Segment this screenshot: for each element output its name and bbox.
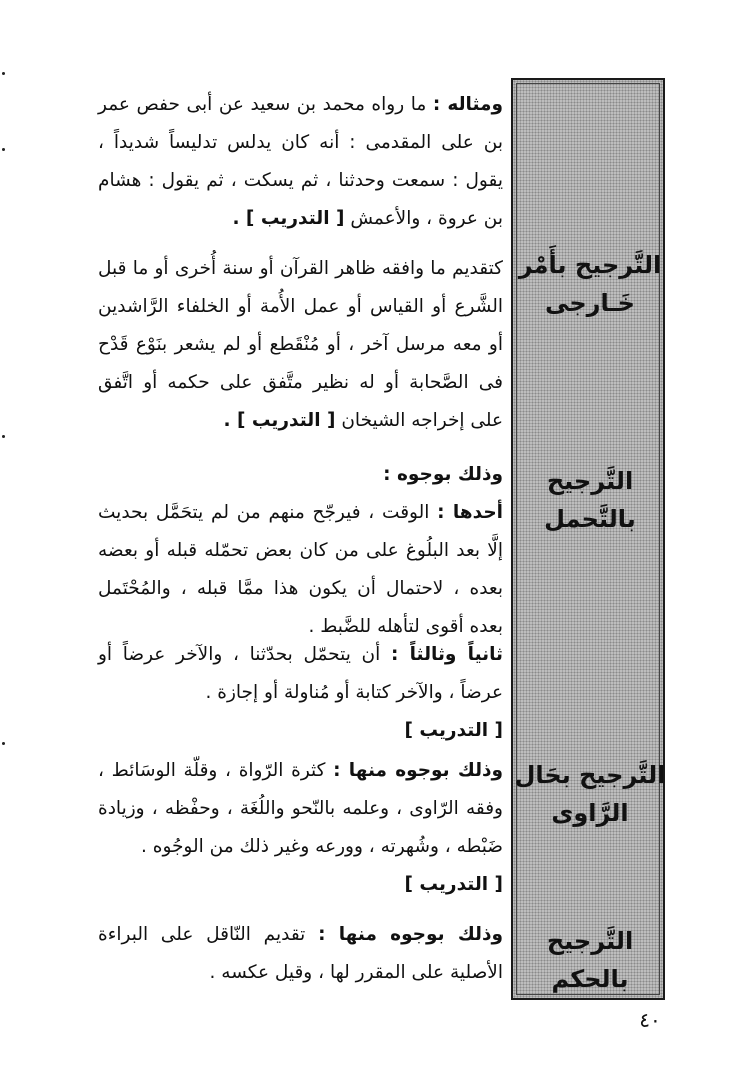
paragraph-lead: وذلك بوجوه : [383, 464, 503, 485]
heading-line: التَّرجيح بالتَّحمل [544, 467, 636, 533]
paragraph-text: كثرة الرّواة ، وقلّة الوسَائط ، وفقه الرّاوى ، وعلمه بالنّحو واللُغَة ، وحفْظه ، وزيادة ضَبْطه ، وشُهرته ، وورعه وغير ذلك من الوجُوه . [98, 760, 503, 857]
margin-mark [2, 72, 5, 75]
paragraph-narrator-aspects [98, 752, 503, 904]
margin-mark [2, 435, 5, 438]
paragraph-first-aspect [98, 494, 503, 646]
sidebar-headings-panel [511, 78, 665, 1000]
heading-narrator-preference [513, 756, 667, 832]
heading-transmission-preference [513, 462, 667, 538]
source-reference: [ التدريب ] . [232, 208, 345, 229]
page-number: ٤٠ [639, 1008, 661, 1032]
paragraph-lead: وذلك بوجوه منها : [333, 760, 504, 781]
paragraph-text: أن يتحمّل بحدّثنا ، والآخر عرضاً أو عرضاً ، والآخر كتابة أو مُناولة أو إجازة . [98, 644, 503, 703]
source-reference: [ التدريب ] [404, 874, 503, 895]
margin-mark [2, 148, 5, 151]
paragraph-ruling-aspects [98, 916, 503, 992]
paragraph-lead: أحدها : [437, 502, 503, 523]
heading-line: خَـارجى [545, 289, 635, 317]
margin-mark [2, 742, 5, 745]
paragraph-text: الوقت ، فيرجّح منهم من لم يتحَمَّل بحديث إلَّا بعد البلُوغ على من كان بعض تحمّله قبله أو بعضه بعده ، لاحتمال أن يكون هذا ممَّا قبله ، والمُحْتَمل بعده أقوى لتأهله للضَّبط . [98, 502, 503, 637]
paragraph-lead: ومثاله : [432, 94, 503, 115]
paragraph-external-preference [98, 250, 503, 440]
source-reference: [ التدريب ] [404, 720, 503, 741]
paragraph-lead: وذلك بوجوه منها : [318, 924, 503, 945]
paragraph-text: تقديم النّاقل على البراءة الأصلية على المقرر لها ، وقيل عكسه . [98, 924, 503, 983]
heading-line: التَّرجيح بحَال [514, 761, 666, 789]
paragraph-text: ما رواه محمد بن سعيد عن أبى حفص عمر بن على المقدمى : أنه كان يدلس تدليساً شديداً ، يقول : سمعت وحدثنا ، ثم يسكت ، ثم يقول : هشام بن عروة ، والأعمش [98, 94, 503, 229]
paragraph-second-third-aspect [98, 636, 503, 750]
heading-line: التَّرجيح بأَمْر [518, 251, 662, 279]
paragraph-text: كتقديم ما وافقه ظاهر القرآن أو سنة أُخرى أو ما قبل الشَّرع أو القياس أو عمل الأُمة أو الخلفاء الرَّاشدين أو معه مرسل آخر ، أو مُنْقَطع أو لم يشعر بنَوْع قَدْح فى الصَّحابة أو له نظير متَّفق على حكمه أو اتَّفق على إخراجه الشيخان [98, 258, 503, 431]
source-reference: [ التدريب ] . [223, 410, 336, 431]
heading-external-preference [513, 246, 667, 322]
paragraph-example [98, 86, 503, 238]
paragraph-transmission-intro [98, 456, 503, 494]
paragraph-lead: ثانياً وثالثاً : [390, 644, 503, 665]
heading-line: الرَّاوى [551, 799, 629, 827]
heading-line: التَّرجيح بالحكم [546, 927, 634, 993]
heading-ruling-preference [513, 922, 667, 998]
